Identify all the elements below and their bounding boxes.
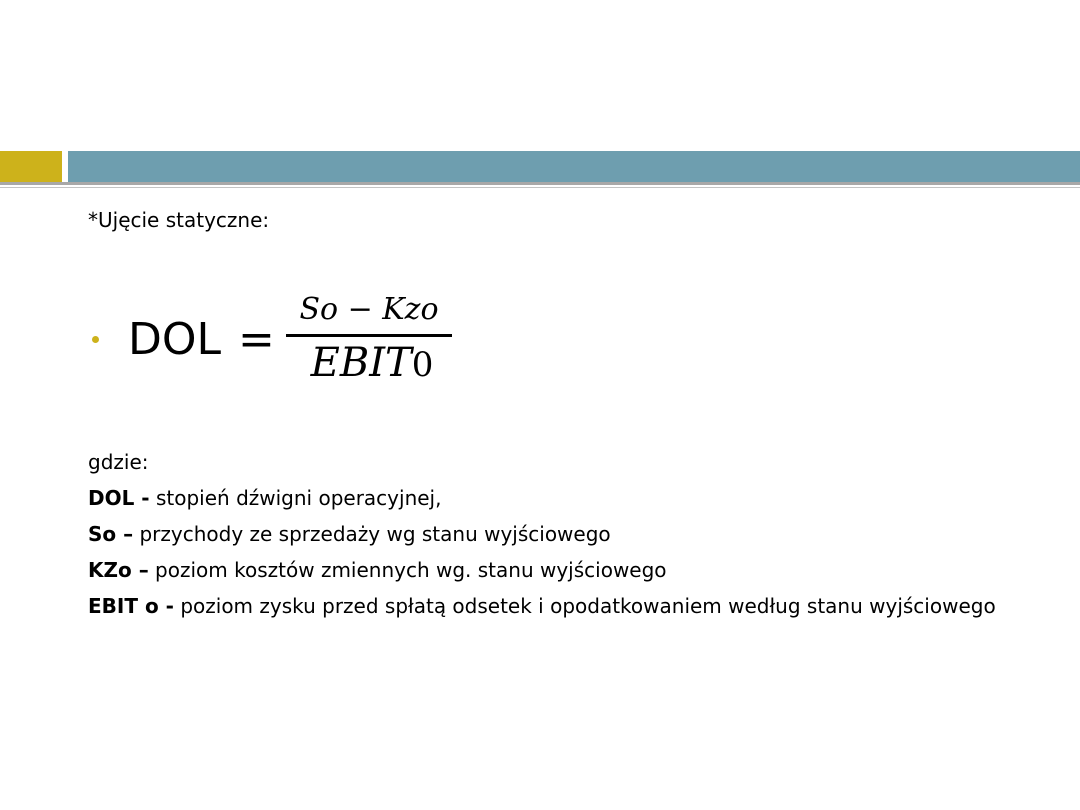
header-rule-thin (0, 187, 1080, 188)
definition-term: KZo – (88, 558, 149, 582)
header-rule (0, 182, 1080, 185)
formula-lhs: DOL (128, 314, 222, 365)
definition-text: poziom kosztów zmiennych wg. stanu wyjściowego (148, 558, 667, 582)
definition-item (88, 480, 1028, 516)
definitions-block (88, 444, 1028, 624)
definition-item (88, 552, 1028, 588)
header-accent-block (0, 151, 62, 182)
bullet-icon (92, 336, 99, 343)
formula-numerator: So − Kzo (299, 292, 439, 327)
definitions-intro: gdzie: (88, 450, 149, 474)
header-bar (68, 151, 1080, 182)
formula-fraction (286, 290, 452, 391)
definition-term: So – (88, 522, 134, 546)
formula-denominator-subscript: 0 (411, 345, 434, 385)
definition-item (88, 588, 1028, 624)
slide-subtitle: *Ujęcie statyczne: (88, 208, 270, 232)
formula-equals: = (238, 314, 275, 365)
definition-text: stopień dźwigni operacyjnej, (149, 486, 442, 510)
definition-text: przychody ze sprzedaży wg stanu wyjściowego (133, 522, 611, 546)
formula-denominator-main: EBIT (310, 340, 412, 386)
definition-term: EBIT o - (88, 594, 174, 618)
definition-text: poziom zysku przed spłatą odsetek i opodatkowaniem według stanu wyjściowego (173, 594, 996, 618)
formula-denominator (286, 337, 452, 391)
definition-item (88, 516, 1028, 552)
definition-term: DOL - (88, 486, 150, 510)
